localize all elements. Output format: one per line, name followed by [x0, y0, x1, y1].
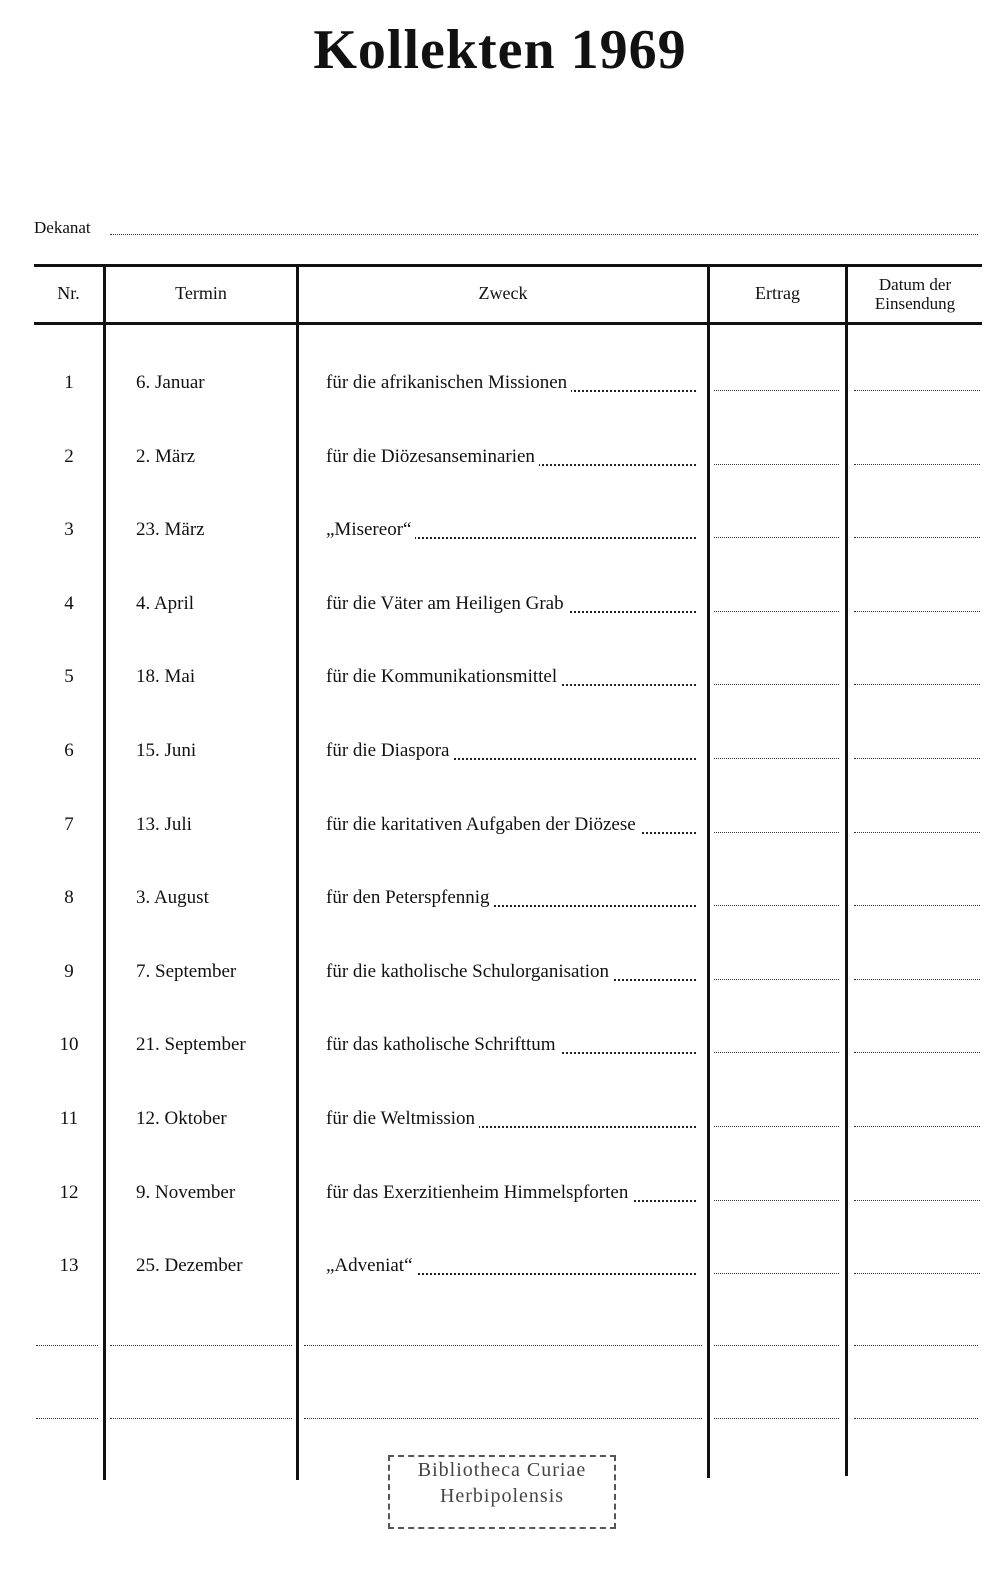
row-termin: 4. April — [136, 593, 195, 614]
dekanat-field[interactable] — [110, 234, 978, 235]
datum-field[interactable] — [854, 537, 980, 538]
row-zweck — [326, 1255, 696, 1281]
row-termin: 18. Mai — [136, 666, 196, 687]
row-zweck — [326, 1108, 696, 1134]
datum-field[interactable] — [854, 1052, 980, 1053]
blank-row-field[interactable] — [854, 1418, 978, 1419]
row-zweck-text: für die afrikanischen Missionen — [326, 372, 571, 393]
ertrag-field[interactable] — [714, 390, 839, 391]
row-zweck-text: für die Väter am Heiligen Grab — [326, 593, 568, 614]
row-termin: 13. Juli — [136, 814, 192, 835]
row-zweck-text: für das Exerzitienheim Himmelspforten — [326, 1182, 632, 1203]
ertrag-field[interactable] — [714, 832, 839, 833]
ertrag-field[interactable] — [714, 1126, 839, 1127]
row-termin: 23. März — [136, 519, 205, 540]
ertrag-field[interactable] — [714, 905, 839, 906]
library-stamp — [388, 1455, 616, 1529]
datum-field[interactable] — [854, 390, 980, 391]
blank-row-field[interactable] — [36, 1418, 98, 1419]
blank-row-field[interactable] — [714, 1418, 839, 1419]
datum-field[interactable] — [854, 905, 980, 906]
blank-row-field[interactable] — [854, 1345, 978, 1346]
row-zweck — [326, 814, 696, 840]
row-zweck — [326, 887, 696, 913]
row-nr: 8 — [64, 887, 74, 908]
stamp-line2: Herbipolensis — [439, 1485, 565, 1507]
row-nr: 12 — [59, 1182, 79, 1203]
row-termin: 6. Januar — [136, 372, 205, 393]
row-zweck-text: für die Weltmission — [326, 1108, 479, 1129]
datum-field[interactable] — [854, 1273, 980, 1274]
page-title: Kollekten 1969 — [313, 19, 687, 81]
ertrag-field[interactable] — [714, 758, 839, 759]
row-nr: 9 — [64, 961, 74, 982]
ertrag-field[interactable] — [714, 611, 839, 612]
row-termin: 15. Juni — [136, 740, 197, 761]
ertrag-field[interactable] — [714, 1052, 839, 1053]
row-nr: 4 — [64, 593, 74, 614]
row-nr: 10 — [59, 1034, 79, 1055]
datum-field[interactable] — [854, 832, 980, 833]
row-termin: 2. März — [136, 446, 196, 467]
blank-row-field[interactable] — [714, 1345, 839, 1346]
datum-field[interactable] — [854, 1126, 980, 1127]
row-nr: 7 — [64, 814, 74, 835]
header-datum-line2: Einsendung — [874, 294, 956, 313]
row-nr: 1 — [64, 372, 74, 393]
datum-field[interactable] — [854, 611, 980, 612]
row-zweck — [326, 1034, 696, 1060]
row-zweck-text: für das katholische Schrifttum — [326, 1034, 560, 1055]
stamp-line1: Bibliotheca Curiae — [417, 1459, 587, 1481]
ertrag-field[interactable] — [714, 1200, 839, 1201]
row-zweck — [326, 961, 696, 987]
row-zweck — [326, 666, 696, 692]
row-termin: 25. Dezember — [136, 1255, 243, 1276]
blank-row-field[interactable] — [304, 1418, 702, 1419]
datum-field[interactable] — [854, 979, 980, 980]
datum-field[interactable] — [854, 684, 980, 685]
row-zweck — [326, 446, 696, 472]
row-nr: 13 — [59, 1255, 79, 1276]
header-nr: Nr. — [57, 283, 80, 303]
row-zweck-text: für die karitativen Aufgaben der Diözese — [326, 814, 640, 835]
ertrag-field[interactable] — [714, 684, 839, 685]
row-termin: 7. September — [136, 961, 237, 982]
datum-field[interactable] — [854, 464, 980, 465]
row-zweck — [326, 1182, 696, 1208]
header-zweck: Zweck — [478, 283, 528, 303]
header-termin: Termin — [175, 283, 227, 303]
header-bottom-rule — [34, 322, 982, 325]
row-nr: 6 — [64, 740, 74, 761]
row-nr: 3 — [64, 519, 74, 540]
ertrag-field[interactable] — [714, 979, 839, 980]
header-datum — [848, 275, 982, 313]
blank-row-field[interactable] — [304, 1345, 702, 1346]
row-zweck — [326, 740, 696, 766]
row-termin: 12. Oktober — [136, 1108, 227, 1129]
header-ertrag: Ertrag — [755, 283, 800, 303]
column-divider — [845, 264, 848, 1476]
datum-field[interactable] — [854, 758, 980, 759]
blank-row-field[interactable] — [36, 1345, 98, 1346]
row-termin: 3. August — [136, 887, 209, 908]
blank-row-field[interactable] — [110, 1345, 292, 1346]
header-datum-line1: Datum der — [878, 275, 952, 294]
row-nr: 11 — [59, 1108, 79, 1129]
row-zweck — [326, 372, 696, 398]
row-zweck-text: für die Diözesanseminarien — [326, 446, 539, 467]
dekanat-label: Dekanat — [34, 218, 91, 237]
row-zweck-text: „Misereor“ — [326, 519, 415, 540]
column-divider — [707, 264, 710, 1478]
row-zweck — [326, 519, 696, 545]
ertrag-field[interactable] — [714, 537, 839, 538]
table-top-rule — [34, 264, 982, 267]
ertrag-field[interactable] — [714, 1273, 839, 1274]
datum-field[interactable] — [854, 1200, 980, 1201]
row-zweck-text: für die katholische Schulorganisation — [326, 961, 613, 982]
row-termin: 9. November — [136, 1182, 236, 1203]
row-nr: 2 — [64, 446, 74, 467]
row-zweck-text: für die Diaspora — [326, 740, 453, 761]
ertrag-field[interactable] — [714, 464, 839, 465]
row-zweck-text: „Adveniat“ — [326, 1255, 417, 1276]
blank-row-field[interactable] — [110, 1418, 292, 1419]
row-termin: 21. September — [136, 1034, 246, 1055]
row-zweck-text: für den Peterspfennig — [326, 887, 494, 908]
row-zweck — [326, 593, 696, 619]
row-nr: 5 — [64, 666, 74, 687]
row-zweck-text: für die Kommunikationsmittel — [326, 666, 561, 687]
